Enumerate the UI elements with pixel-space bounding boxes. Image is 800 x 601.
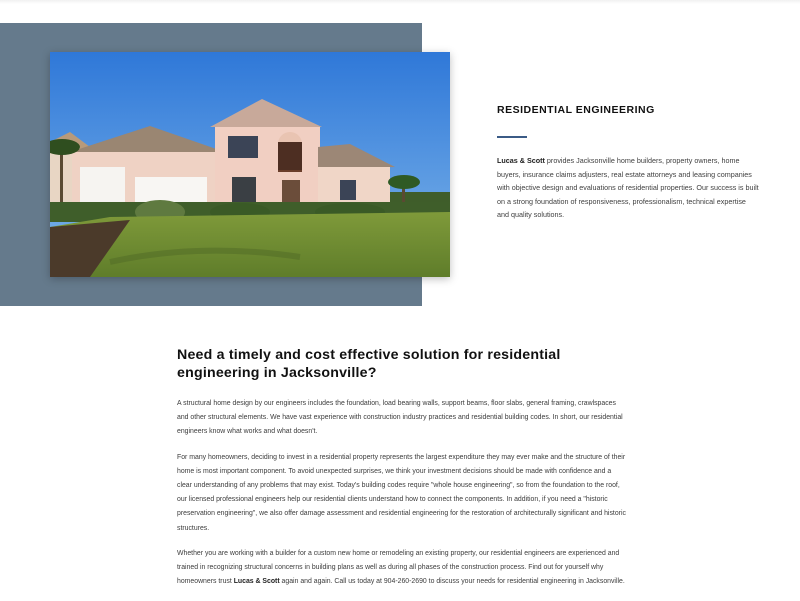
section-description	[497, 154, 759, 222]
main-heading: Need a timely and cost effective solution for residential engineering in Jacksonville?	[177, 347, 561, 381]
paragraph-homeowners: For many homeowners, deciding to invest in a residential property represents the largest expenditure they may ever make and the structure of their home is most important component. To avoid unexpected surprises, we think your investment decisions should be made with confidence and a clear understanding of any problems that may exist. Today's building codes require "whole house engineering", so from the foundation to the roof, our licensed professional engineers help our residential clients understand how to connect the components. In addition, if you need a "historic preservation engineering", we also offer damage assessment and residential engineering for the restoration of architecturally significant and historic structures.	[177, 453, 626, 532]
header-shadow	[0, 0, 800, 4]
company-name: Lucas & Scott	[497, 156, 545, 165]
house-photo	[50, 52, 450, 277]
contact-text-b: again and again. Call us today at 904-260-2690 to discuss your needs for residential engineering in Jacksonville.	[279, 578, 625, 586]
company-name-inline: Lucas & Scott	[233, 578, 280, 586]
residential-engineering-section	[497, 104, 759, 222]
contact-text-a: Whether you are working with a builder for a custom new home or remodeling an existing property, our residential engineers are experienced and trained in recognizing structural concerns in building plans as well as during all phases of the construction process. Find out for yourself why homeowners trust	[177, 549, 620, 586]
section-heading: RESIDENTIAL ENGINEERING	[497, 104, 655, 116]
paragraph-structural-design: A structural home design by our engineers includes the foundation, load bearing walls, support beams, floor slabs, general framing, crawlspaces and other structural elements. We have vast experience with construction industry practices and residential building codes. In short, our residential engineers know what works and what doesn't.	[177, 400, 623, 436]
paragraph-contact	[177, 547, 627, 590]
main-content	[177, 346, 627, 600]
accent-divider	[497, 136, 527, 138]
description-text: provides Jacksonville home builders, property owners, home buyers, insurance claims adjusters, real estate attorneys and leasing companies with objective design and evaluations of residential properties. Our success is built on a strong foundation of responsiveness, professionalism, technical expertise and quality solutions.	[497, 156, 759, 220]
